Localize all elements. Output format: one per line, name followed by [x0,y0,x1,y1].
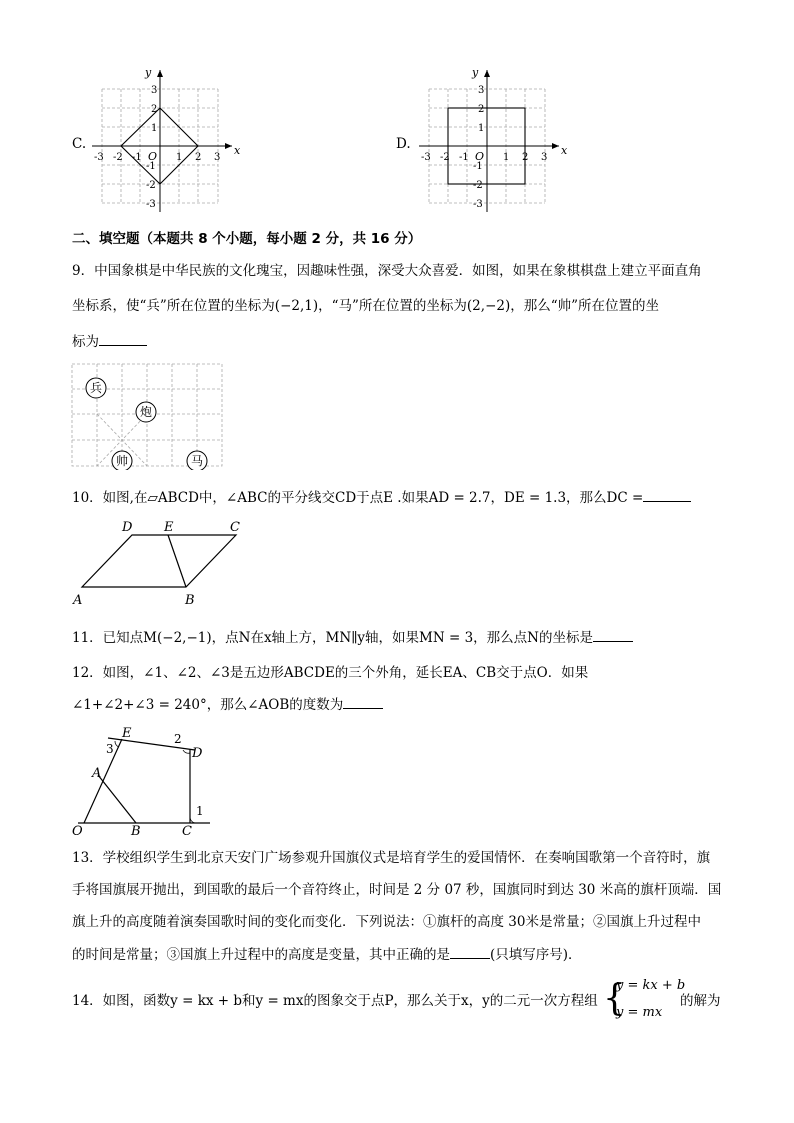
x-tick: -1 [132,152,142,163]
x-tick: 2 [195,152,202,163]
q10-label-e: E [164,520,174,535]
x-tick: 2 [522,152,529,163]
section-title: 二、填空题（本题共 8 个小题，每小题 2 分，共 16 分） [72,231,422,247]
y-tick: -3 [473,199,483,210]
q12-label-e: E [122,726,132,741]
q12-angle-2: 2 [174,732,182,746]
q12-label-b: B [131,824,141,837]
q9-chessboard [70,362,224,470]
q9-line3 [72,331,147,352]
q12-label-d: D [192,746,203,761]
origin-label: O [148,150,158,163]
x-tick: 3 [214,152,221,163]
x-tick: 3 [541,152,548,163]
y-tick: 2 [478,104,485,115]
x-tick: -2 [113,152,123,163]
option-c-graph [88,62,248,220]
y-tick: -3 [146,199,156,210]
q14-text: 14．如图，函数y = kx + b和y = mx的图象交于点P，那么关于x，y的二元一次方程组 [72,993,598,1009]
q12-angle-1: 1 [196,804,204,818]
q10-label-d: D [122,520,133,535]
q12-line1: 12．如图，∠1、∠2、∠3是五边形ABCDE的三个外角，延长EA、CB交于点O．如果 [72,665,589,681]
piece-shuai: 帅 [115,454,129,468]
q12-line2-text: ∠1+∠2+∠3 = 240°，那么∠AOB的度数为 [72,697,344,713]
q12-pentagon [70,725,220,837]
y-tick: 3 [478,85,485,96]
piece-ma: 马 [190,454,204,468]
x-tick: 1 [503,152,510,163]
y-tick: -1 [473,161,483,172]
q9-line1: 9．中国象棋是中华民族的文化瑰宝，因趣味性强，深受大众喜爱．如图，如果在象棋棋盘上建立平面直角 [72,263,702,279]
q9-answer-blank[interactable] [99,331,147,346]
q10-label-a: A [73,593,83,607]
y-axis-label: y [145,66,152,79]
q9-line3-text: 标为 [72,334,99,350]
q11-text: 11．已知点M(−2,−1)，点N在x轴上方，MN∥y轴，如果MN = 3，那么点N的坐标是 [72,630,593,646]
q13-line4a: 的时间是常量；③国旗上升过程中的高度是变量，其中正确的是 [72,947,450,963]
y-tick: -2 [146,180,156,191]
y-tick: -1 [146,161,156,172]
q13-line2: 手将国旗展开抛出，到国歌的最后一个音符终止，时间是 2 分 07 秒，国旗同时到达 30 米高的旗杆顶端．国 [72,882,722,898]
q12-label-a: A [92,766,102,781]
q10-line [72,487,691,508]
q10-parallelogram [70,515,250,607]
q13-answer-blank[interactable] [450,944,490,959]
q9-line2: 坐标系，使“兵”所在位置的坐标为(−2,1)，“马”所在位置的坐标为(2,−2)，那么“帅”所在位置的坐 [72,298,660,314]
q10-answer-blank[interactable] [643,487,691,502]
q12-label-o: O [72,824,83,837]
origin-label: O [475,150,485,163]
y-tick: 1 [478,123,485,134]
q12-label-c: C [182,824,192,837]
x-tick: 1 [176,152,183,163]
y-tick: -2 [473,180,483,191]
q10-text: 10．如图,在▱ABCD中，∠ABC的平分线交CD于点E .如果AD = 2.7，DE = 1.3，那么DC = [72,490,644,506]
q12-line2 [72,694,383,715]
q13-line3: 旗上升的高度随着演奏国歌时间的变化而变化．下列说法：①旗杆的高度 30米是常量；②国旗上升过程中 [72,914,701,930]
q10-label-c: C [230,520,240,535]
q13-line1: 13．学校组织学生到北京天安门广场参观升国旗仪式是培育学生的爱国情怀．在奏响国歌第一个音符时，旗 [72,850,711,866]
q11-answer-blank[interactable] [593,627,633,642]
q14-eq2: y = mx [616,1005,663,1020]
q13-line4b: (只填写序号)． [490,947,582,963]
q12-angle-3: 3 [106,742,114,756]
q14-tail: 的解为 [680,993,721,1009]
q11-line [72,627,633,648]
option-c-label: C. [72,136,87,152]
piece-pao: 炮 [139,405,153,419]
q12-answer-blank[interactable] [343,694,383,709]
x-axis-label: x [561,144,568,157]
y-tick: 3 [151,85,158,96]
q10-label-b: B [185,593,195,607]
q14-brace: { [603,978,626,1019]
y-tick: 1 [151,123,158,134]
x-tick: -2 [440,152,450,163]
x-tick: -3 [94,152,104,163]
y-axis-label: y [472,66,479,79]
option-d-graph [415,62,575,220]
x-axis-label: x [234,144,241,157]
x-tick: -3 [421,152,431,163]
q14-eq1: y = kx + b [616,978,686,993]
piece-bing: 兵 [89,381,103,395]
x-tick: -1 [459,152,469,163]
q13-line4 [72,944,582,965]
y-tick: 2 [151,104,158,115]
option-d-label: D. [396,136,411,152]
